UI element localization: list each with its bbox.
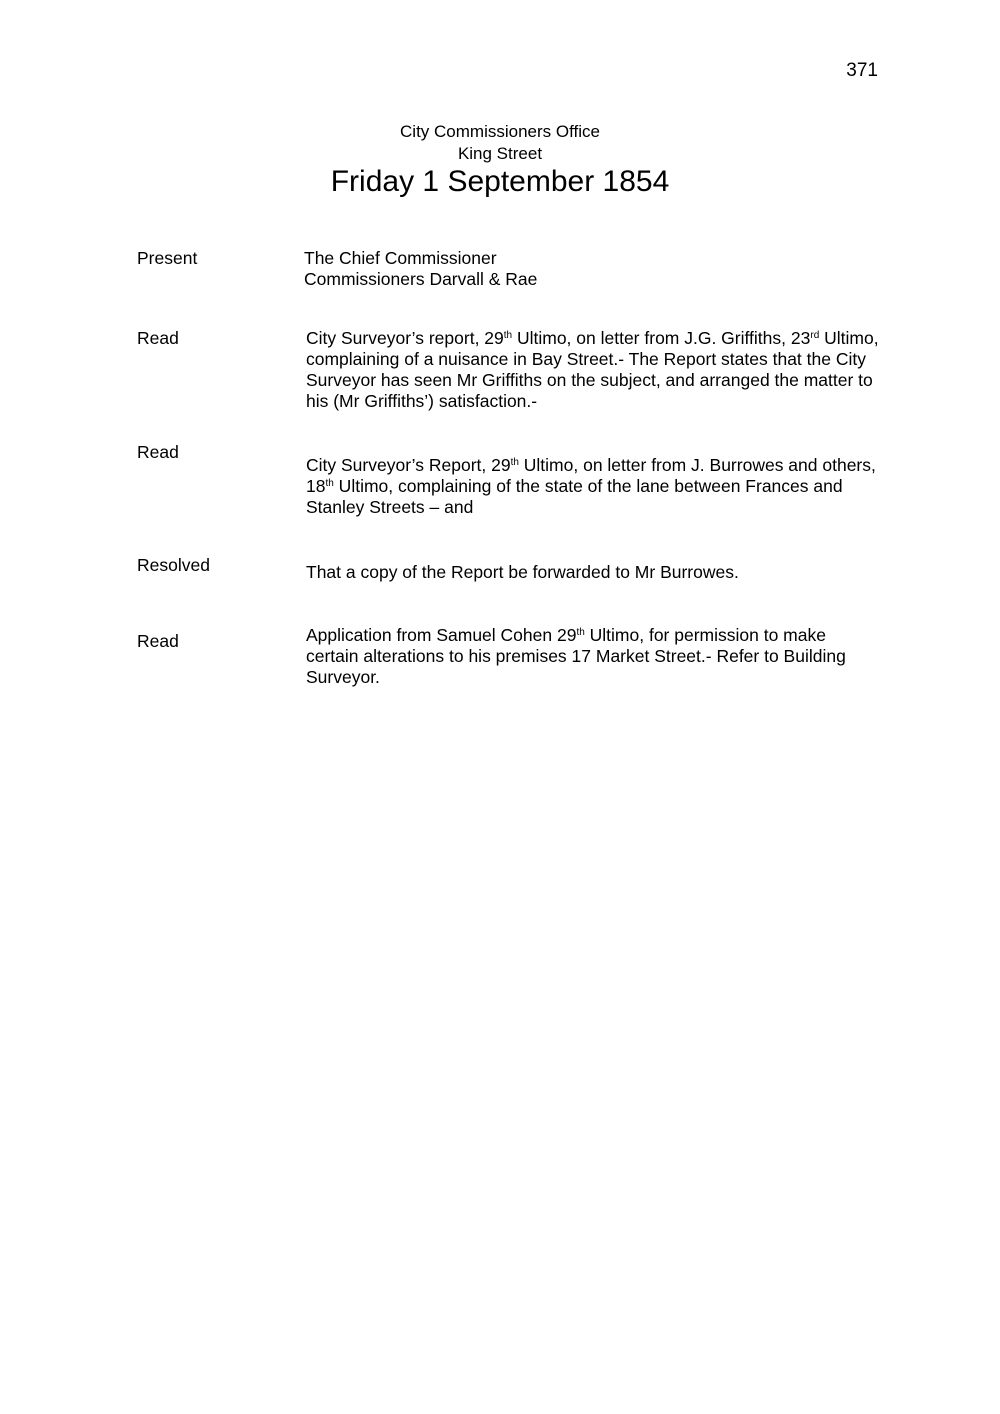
present-name-line: The Chief Commissioner	[304, 248, 497, 268]
page-number: 371	[846, 60, 878, 81]
entry-text-segment: City Surveyor’s Report, 29	[306, 455, 511, 475]
entry-text-segment: Application from Samuel Cohen 29	[306, 625, 577, 645]
present-label: Present	[137, 248, 198, 268]
ordinal-superscript: th	[576, 627, 585, 638]
entry-text-segment: Ultimo, on letter from J.G. Griffiths, 23	[512, 328, 811, 348]
entry-text	[306, 625, 881, 688]
ordinal-superscript: th	[325, 478, 334, 489]
entry-text	[306, 562, 881, 583]
ordinal-superscript: th	[503, 330, 513, 341]
meeting-date-title: Friday 1 September 1854	[330, 165, 670, 198]
entry-label: Read	[137, 631, 179, 651]
present-name-line: Commissioners Darvall & Rae	[304, 269, 538, 289]
entry-text-segment: Ultimo, on letter from J. Burrowes and others, 18	[306, 455, 876, 496]
present-names	[304, 248, 879, 290]
ordinal-superscript: rd	[810, 330, 820, 341]
entry-text-segment: Ultimo, complaining of the state of the lane between Frances and Stanley Streets – and	[306, 476, 843, 517]
entry-label: Resolved	[137, 555, 210, 575]
entry-text	[306, 328, 881, 412]
entry-text-segment: That a copy of the Report be forwarded to Mr Burrowes.	[306, 562, 739, 582]
entry-text-segment: Ultimo, complaining of a nuisance in Bay Street.- The Report states that the City Surveyor has seen Mr Griffiths on the subject, and arranged the matter to his (Mr Griffiths’) satisfaction.-	[306, 328, 879, 411]
entry-text-segment: Ultimo, for permission to make certain alterations to his premises 17 Market Street.- Refer to Building Surveyor.	[306, 625, 846, 687]
street-name: King Street	[457, 144, 543, 163]
entry-text-segment: City Surveyor’s report, 29	[306, 328, 504, 348]
entry-text	[306, 455, 881, 518]
entry-label: Read	[137, 328, 179, 348]
ordinal-superscript: th	[510, 457, 519, 468]
entry-label: Read	[137, 442, 179, 462]
office-name: City Commissioners Office	[400, 122, 600, 141]
